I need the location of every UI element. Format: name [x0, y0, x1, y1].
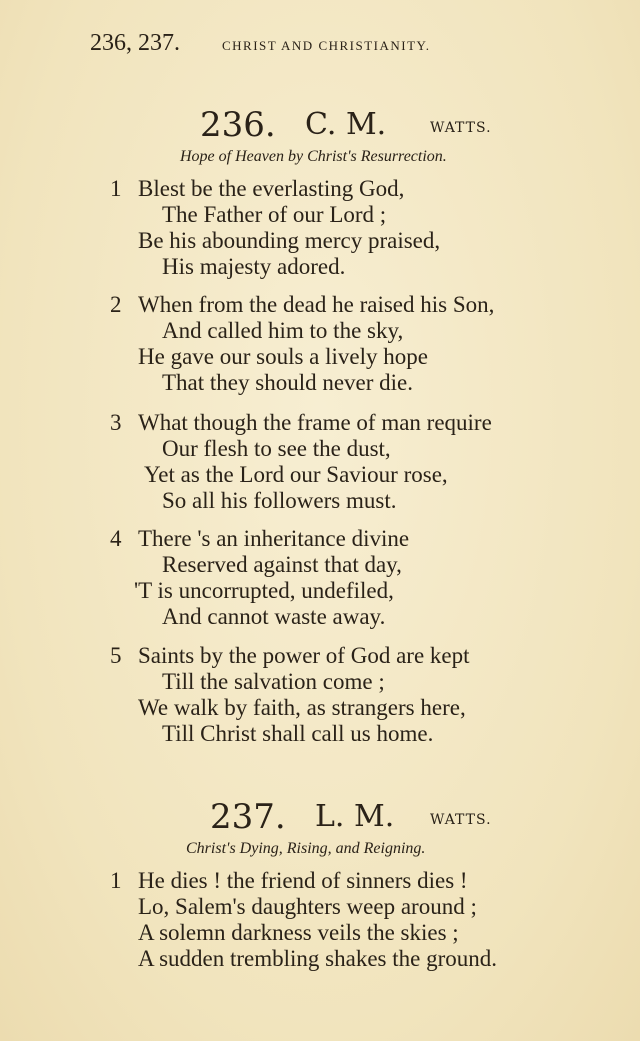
verse-line: Till Christ shall call us home. — [162, 721, 434, 746]
verse-line: His majesty adored. — [162, 254, 346, 279]
verse-line: And cannot waste away. — [162, 604, 386, 629]
verse-line: And called him to the sky, — [162, 318, 404, 343]
verse-line: Yet as the Lord our Saviour rose, — [144, 462, 448, 487]
verse-number: 1 — [110, 176, 122, 201]
verse-line: Be his abounding mercy praised, — [138, 228, 441, 253]
verse-line: The Father of our Lord ; — [162, 202, 387, 227]
verse-line: When from the dead he raised his Son, — [138, 292, 495, 317]
verse-number: 2 — [110, 292, 122, 317]
verse-line: So all his followers must. — [162, 488, 397, 513]
verse-number: 1 — [110, 868, 122, 893]
verse-line: What though the frame of man require — [138, 410, 492, 435]
verse-number: 4 — [110, 526, 122, 551]
verse-line: Till the salvation come ; — [162, 669, 385, 694]
running-title: CHRIST AND CHRISTIANITY. — [222, 38, 431, 53]
hymn-author: WATTS. — [430, 120, 492, 136]
verse-line: That they should never die. — [162, 370, 414, 395]
hymn-subtitle: Christ's Dying, Rising, and Reigning. — [186, 840, 426, 857]
verse-line: We walk by faith, as strangers here, — [138, 695, 466, 720]
verse-number: 5 — [110, 643, 122, 668]
page-numbers: 236, 237. — [90, 30, 180, 56]
hymn-author: WATTS. — [430, 812, 492, 828]
verse-line: A solemn darkness veils the skies ; — [138, 920, 459, 945]
verse-line: Lo, Salem's daughters weep around ; — [138, 894, 477, 919]
verse-line: A sudden trembling shakes the ground. — [138, 946, 498, 971]
verse-line: There 's an inheritance divine — [138, 526, 410, 551]
verse-line: 'T is uncorrupted, undefiled, — [134, 578, 394, 603]
hymn-subtitle: Hope of Heaven by Christ's Resurrection. — [180, 148, 447, 165]
verse-line: He gave our souls a lively hope — [138, 344, 428, 369]
hymn-number: 237. — [210, 797, 286, 837]
verse-line: Reserved against that day, — [162, 552, 402, 577]
verse-number: 3 — [110, 410, 122, 435]
verse-line: He dies ! the friend of sinners dies ! — [138, 868, 468, 893]
verse-line: Our flesh to see the dust, — [162, 436, 391, 461]
hymn-number: 236. — [200, 105, 276, 145]
hymn-meter: L. M. — [315, 799, 395, 834]
hymn-meter: C. M. — [305, 107, 387, 142]
page-header — [90, 30, 520, 60]
verse-line: Blest be the everlasting God, — [138, 176, 405, 201]
verse-line: Saints by the power of God are kept — [138, 643, 470, 668]
